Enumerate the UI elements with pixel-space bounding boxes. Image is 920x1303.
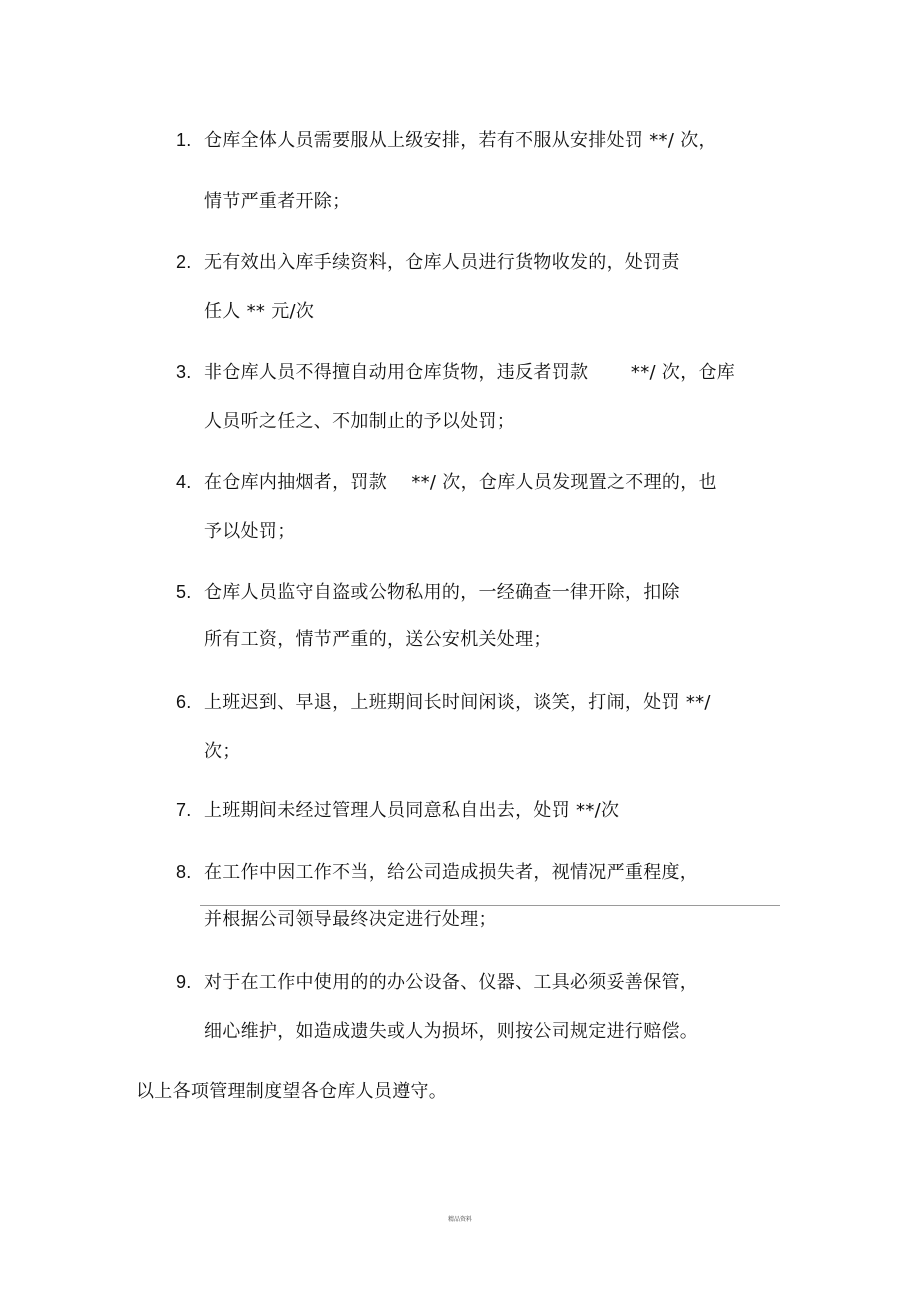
item-text-line1: 仓库人员监守自盗或公物私用的，一经确查一律开除，扣除 xyxy=(204,582,680,603)
item-number: 8. xyxy=(176,862,192,882)
item-number: 3. xyxy=(176,362,192,382)
item-number: 1. xyxy=(176,130,192,150)
item-number: 6. xyxy=(176,692,192,712)
item-text-line1: 上班期间未经过管理人员同意私自出去，处罚 **/次 xyxy=(204,800,620,821)
list-item-6 xyxy=(176,690,711,715)
item-5-continuation: 所有工资，情节严重的，送公安机关处理； xyxy=(204,629,552,650)
list-item-8 xyxy=(176,860,698,885)
closing-statement: 以上各项管理制度望各仓库人员遵守。 xyxy=(136,1081,448,1102)
page-footer: 精品资料 xyxy=(448,1216,473,1223)
list-item-2 xyxy=(176,250,680,275)
item-text-line1: 无有效出入库手续资料，仓库人员进行货物收发的，处罚责 xyxy=(204,252,680,273)
item-text-line1: 非仓库人员不得擅自动用仓库货物，违反者罚款 **/ 次，仓库 xyxy=(204,362,736,383)
list-item-9 xyxy=(176,970,698,995)
item-number: 5. xyxy=(176,582,192,602)
item-1-continuation: 情节严重者开除； xyxy=(204,191,351,212)
list-item-3 xyxy=(176,360,735,385)
item-text-line1: 在仓库内抽烟者，罚款 **/ 次，仓库人员发现置之不理的，也 xyxy=(204,472,717,493)
item-number: 4. xyxy=(176,472,192,492)
list-item-5 xyxy=(176,580,680,605)
item-text-line1: 上班迟到、早退，上班期间长时间闲谈，谈笑，打闹，处罚 **/ xyxy=(204,692,711,713)
list-item-4 xyxy=(176,470,717,495)
item-number: 2. xyxy=(176,252,192,272)
item-3-continuation: 人员听之任之、不加制止的予以处罚； xyxy=(204,411,516,432)
item-8-continuation: 并根据公司领导最终决定进行处理； xyxy=(204,909,497,930)
list-item-1 xyxy=(176,128,717,153)
horizontal-divider xyxy=(200,905,780,906)
item-number: 7. xyxy=(176,800,192,820)
item-text-line1: 在工作中因工作不当，给公司造成损失者，视情况严重程度， xyxy=(204,862,699,883)
item-4-continuation: 予以处罚； xyxy=(204,521,296,542)
list-item-7 xyxy=(176,798,619,823)
item-text-line1: 仓库全体人员需要服从上级安排，若有不服从安排处罚 **/ 次， xyxy=(204,130,717,151)
item-text-line1: 对于在工作中使用的的办公设备、仪器、工具必须妥善保管， xyxy=(204,972,699,993)
item-2-continuation: 任人 ** 元/次 xyxy=(204,301,315,322)
item-9-continuation: 细心维护，如造成遗失或人为损坏，则按公司规定进行赔偿。 xyxy=(204,1021,699,1042)
item-number: 9. xyxy=(176,972,192,992)
item-6-continuation: 次； xyxy=(204,741,241,762)
